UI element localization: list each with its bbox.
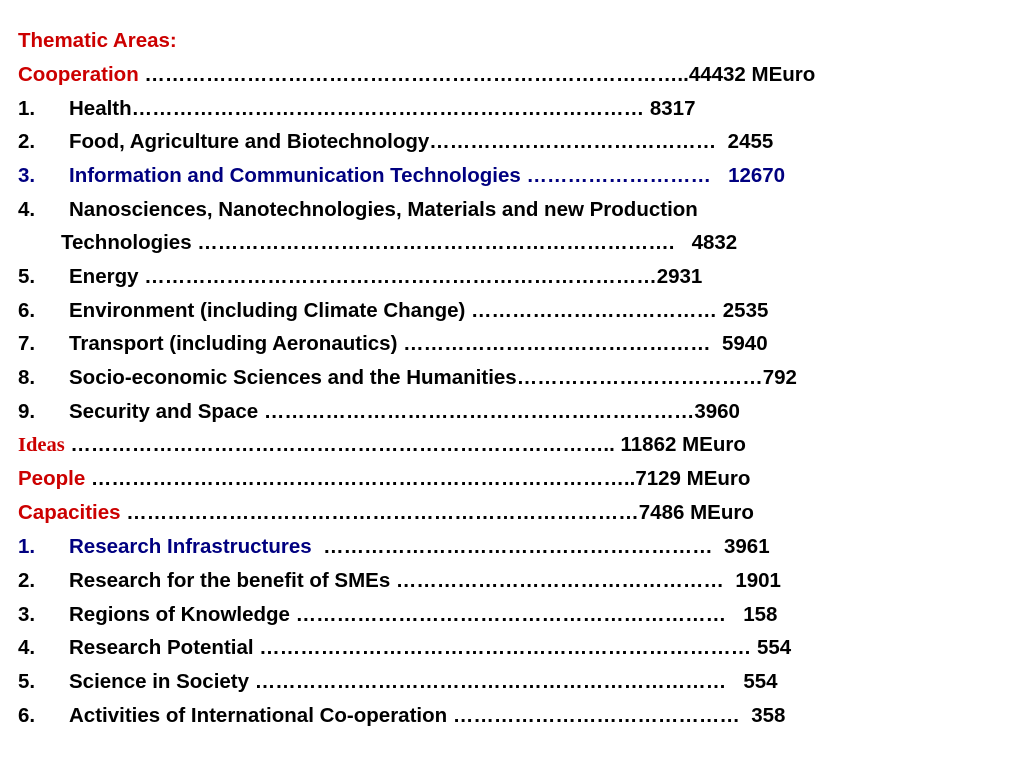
item-number: 9. <box>18 400 36 423</box>
list-item <box>18 600 777 630</box>
leader-dots: ………………………………………………………………… <box>120 501 639 524</box>
item-value: 358 <box>751 704 786 727</box>
item-value: 2535 <box>722 299 769 322</box>
cooperation-amount: 44432 MEuro <box>688 63 816 86</box>
leader-dots: ………………………………………… <box>390 569 736 592</box>
leader-dots: ………………………………………………… <box>311 535 724 558</box>
list-item <box>18 701 785 731</box>
item-number: 5. <box>18 670 36 693</box>
item-number: 6. <box>18 299 36 322</box>
people-label: People <box>18 467 86 490</box>
cooperation-label: Cooperation <box>18 63 139 86</box>
item-number: 3. <box>18 603 36 626</box>
item-label: Energy <box>69 265 139 288</box>
list-item <box>18 667 778 697</box>
item-value: 2931 <box>656 265 703 288</box>
item-label: Research for the benefit of SMEs <box>69 569 391 592</box>
item-value: 792 <box>762 366 797 389</box>
list-item <box>18 397 740 427</box>
item-number: 3. <box>18 164 36 187</box>
leader-dots: …………………………………… <box>429 130 728 153</box>
item-value: 5940 <box>722 332 768 355</box>
item-label: Transport (including Aeronautics) <box>69 332 398 355</box>
item-label-continuation: Technologies <box>61 231 192 254</box>
item-label: Food, Agriculture and Biotechnology <box>69 130 430 153</box>
list-item <box>18 532 770 562</box>
leader-dots: …………………………………………………………………….. <box>85 467 636 490</box>
people-amount: 7129 MEuro <box>635 467 751 490</box>
leader-dots: ………………………………………………………………… <box>131 97 650 120</box>
leader-dots: ……………………………………………………… <box>258 400 695 423</box>
leader-dots: …………………………………………………………………….. <box>64 433 621 456</box>
item-value: 2455 <box>727 130 774 153</box>
item-label: Activities of International Co-operation <box>69 704 448 727</box>
list-item <box>18 296 768 326</box>
item-value: 554 <box>743 670 778 693</box>
list-item <box>18 566 781 596</box>
leader-dots: …………………………………………………………………….. <box>138 63 689 86</box>
ideas-label: Ideas <box>18 434 65 456</box>
capacities-row <box>18 498 754 528</box>
item-label: Research Infrastructures <box>69 535 312 558</box>
people-row <box>18 464 750 494</box>
leader-dots: ……………………………………………………………… <box>253 636 757 659</box>
item-number: 5. <box>18 265 36 288</box>
item-value: 3961 <box>723 535 770 558</box>
list-item <box>18 633 791 663</box>
item-label: Security and Space <box>69 400 259 423</box>
leader-dots: …………………………………………………………… <box>249 670 744 693</box>
item-value: 158 <box>743 603 778 626</box>
item-number: 4. <box>18 198 36 221</box>
list-item <box>18 329 768 359</box>
item-value: 3960 <box>694 400 740 423</box>
item-label: Nanosciences, Nanotechnologies, Materials and new Production <box>69 198 698 221</box>
item-number: 8. <box>18 366 36 389</box>
item-label: Information and Communication Technologies <box>69 164 521 187</box>
item-value: 4832 <box>691 231 738 254</box>
item-number: 4. <box>18 636 36 659</box>
item-label: Science in Society <box>69 670 250 693</box>
ideas-amount: 11862 MEuro <box>620 433 746 456</box>
cooperation-row <box>18 60 815 90</box>
thematic-areas-heading: Thematic Areas: <box>18 29 177 52</box>
item-value: 12670 <box>728 164 786 187</box>
leader-dots: ……………………………… <box>465 299 723 322</box>
ideas-row <box>18 430 746 460</box>
item-number: 7. <box>18 332 36 355</box>
leader-dots: ……………………………………………………… <box>289 603 744 626</box>
list-item <box>18 127 773 157</box>
leader-dots: ………………………………………………………………… <box>138 265 657 288</box>
leader-dots: ……………………… <box>520 164 729 187</box>
list-item <box>18 94 695 124</box>
item-number: 2. <box>18 569 36 592</box>
item-label: Environment (including Climate Change) <box>69 299 466 322</box>
item-number: 2. <box>18 130 36 153</box>
item-value: 554 <box>756 636 792 659</box>
leader-dots: ……………………………… <box>516 366 763 389</box>
leader-dots: ……………………………………… <box>397 332 722 355</box>
leader-dots: ……………………………………………………………. <box>191 231 692 254</box>
list-item <box>18 195 698 225</box>
item-label: Research Potential <box>69 636 254 659</box>
item-label: Health <box>69 97 132 120</box>
item-number: 6. <box>18 704 36 727</box>
list-item-highlighted <box>18 161 785 191</box>
item-label: Regions of Knowledge <box>69 603 290 626</box>
list-item <box>18 262 702 292</box>
leader-dots: …………………………………… <box>447 704 752 727</box>
capacities-label: Capacities <box>18 501 121 524</box>
capacities-amount: 7486 MEuro <box>638 501 754 524</box>
item-number: 1. <box>18 535 36 558</box>
list-item <box>18 363 797 393</box>
item-label: Socio-economic Sciences and the Humanities <box>69 366 517 389</box>
item-number: 1. <box>18 97 36 120</box>
item-value: 8317 <box>649 97 696 120</box>
item-value: 1901 <box>735 569 781 592</box>
list-item-continuation <box>18 228 737 258</box>
